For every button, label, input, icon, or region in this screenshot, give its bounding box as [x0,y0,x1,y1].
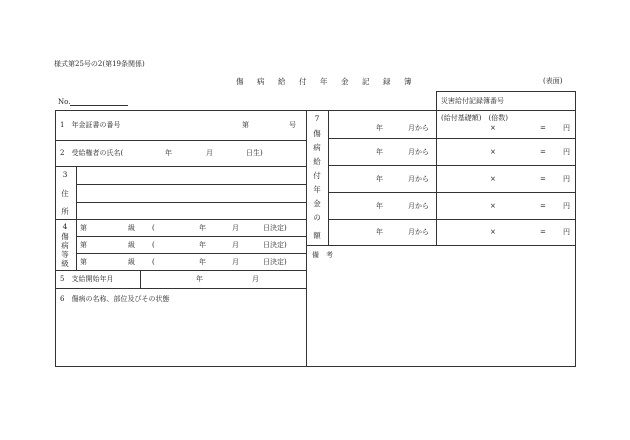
rule [328,219,576,220]
frame-top [55,110,576,111]
amount-char: 傷 [313,129,321,138]
amount-char: 年 [313,185,321,194]
grade-dai: 第 [80,258,87,266]
address-char: 住 [61,189,69,198]
grade-decided: 日決定) [263,258,287,266]
equals-sign: = [540,124,546,132]
rule [306,245,576,246]
grade-month: 月 [232,258,239,266]
remarks-label: 備 考 [312,251,333,259]
amount-from: 月から [408,175,429,183]
amount-year: 年 [376,148,383,156]
grade-year: 年 [199,241,206,249]
amount-year: 年 [376,228,383,236]
section-divider [436,110,437,245]
pension-certificate-label: 1 年金証書の番号 [60,121,121,129]
title-char: 記 [362,77,370,86]
title-char: 録 [383,77,391,86]
amount-char: 給 [313,157,321,166]
no-label: No. [58,98,71,106]
rule [76,184,306,185]
grade-char: 級 [61,259,69,268]
title-char: 付 [299,77,307,86]
birth-month: 月 [206,149,213,157]
disaster-box-right [575,91,576,110]
grade-year: 年 [199,224,206,232]
amount-from: 月から [408,148,429,156]
yen-label: 円 [563,124,570,132]
payment-start-year: 年 [196,275,203,283]
grade-paren: ( [152,258,155,266]
section-divider [328,110,329,245]
grade-dai: 第 [80,224,87,232]
section-divider [140,270,141,288]
title-char: 傷 [236,77,244,86]
amount-year: 年 [376,175,383,183]
grade-paren: ( [152,224,155,232]
grade-decided: 日決定) [263,224,287,232]
certificate-dai: 第 [242,121,249,129]
grade-char: 等 [61,250,69,259]
address-char: 所 [61,207,69,216]
recipient-name-label: 2 受給権者の氏名( [60,149,124,157]
amount-char: 付 [313,171,321,180]
yen-label: 円 [563,175,570,183]
rule [76,202,306,203]
equals-sign: = [540,202,546,210]
birth-year: 年 [165,149,172,157]
equals-sign: = [540,175,546,183]
grade-dai: 第 [80,241,87,249]
base-amount-header: (給付基礎額) (倍数) [441,114,508,122]
form-number: 様式第25号の2(第19条関係) [54,60,145,68]
title-char: 金 [341,77,349,86]
grade-kyu: 級 [128,224,135,232]
equals-sign: = [540,228,546,236]
amount-year: 年 [376,124,383,132]
rule [76,253,306,254]
grade-month: 月 [232,241,239,249]
yen-label: 円 [563,148,570,156]
times-sign: × [490,202,496,210]
rule [55,270,306,271]
disaster-box-left [436,91,437,110]
title-char: 年 [320,77,328,86]
frame-left [55,110,56,367]
payment-start-label: 5 支給開始年月 [60,275,114,283]
rule [55,219,306,220]
amount-char: 金 [313,199,321,208]
amount-from: 月から [408,202,429,210]
rule [55,288,306,289]
yen-label: 円 [563,228,570,236]
title-char: 給 [278,77,286,86]
grade-paren: ( [152,241,155,249]
amount-char: の [313,213,321,222]
disaster-box-top [436,91,576,92]
rule [328,165,576,166]
rule [55,166,306,167]
injury-description-label: 6 傷病の名称、部位及びその状態 [60,295,170,303]
address-char: 3 [62,170,68,179]
grade-decided: 日決定) [263,241,287,249]
rule [76,236,306,237]
grade-month: 月 [232,224,239,232]
payment-start-month: 月 [252,275,259,283]
rule [328,192,576,193]
amount-from: 月から [408,228,429,236]
title-char: 簿 [404,77,412,86]
grade-char: 病 [61,241,69,250]
birth-day: 日生) [246,149,263,157]
certificate-go: 号 [289,121,296,129]
frame-right [575,110,576,367]
amount-char: 額 [313,231,321,240]
frame-bottom [55,366,576,367]
no-underline [70,105,128,106]
yen-label: 円 [563,202,570,210]
equals-sign: = [540,148,546,156]
grade-kyu: 級 [128,241,135,249]
amount-char: 7 [314,114,320,123]
grade-year: 年 [199,258,206,266]
times-sign: × [490,124,496,132]
times-sign: × [490,228,496,236]
rule [328,138,576,139]
center-divider [306,110,307,367]
disaster-record-label: 災害給付記録簿番号 [441,97,504,105]
title-char: 病 [257,77,265,86]
grade-char: 傷 [61,232,69,241]
times-sign: × [490,148,496,156]
side-label: (表面) [543,77,563,85]
amount-char: 病 [313,143,321,152]
section-divider [76,166,77,270]
times-sign: × [490,175,496,183]
amount-year: 年 [376,202,383,210]
grade-char: 4 [62,222,68,231]
rule [55,140,306,141]
amount-from: 月から [408,124,429,132]
grade-kyu: 級 [128,258,135,266]
